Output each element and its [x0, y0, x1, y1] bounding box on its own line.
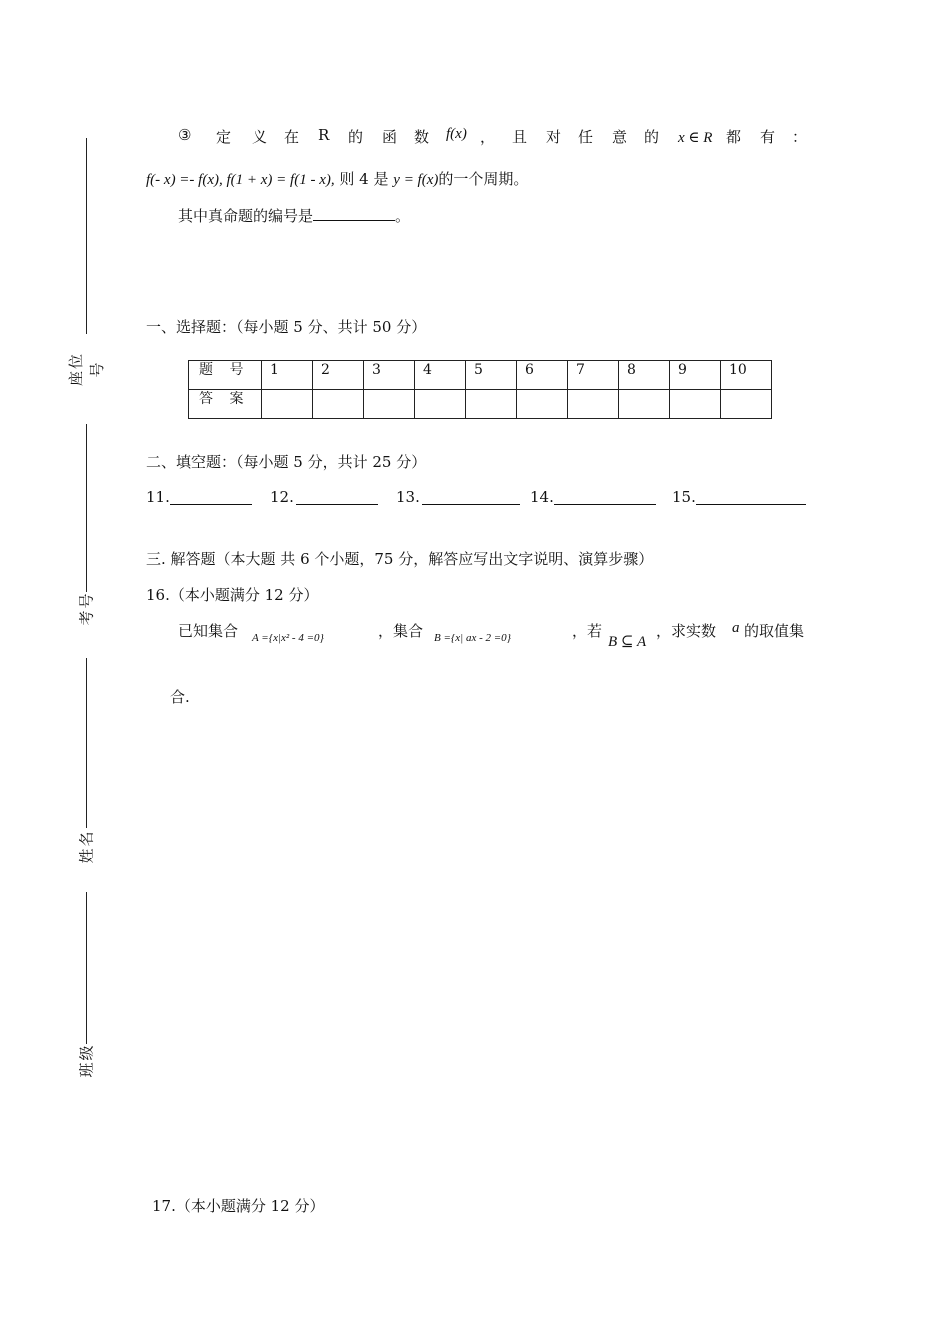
blank-12[interactable]: [296, 490, 378, 505]
true-prop-end: 。: [395, 207, 411, 225]
q16-text: ，若: [572, 622, 603, 640]
answer-cell[interactable]: [415, 390, 466, 419]
item3-marker: ③: [178, 126, 192, 144]
question-number: 9: [670, 361, 721, 390]
item3-char: 意: [612, 128, 628, 146]
item3-char: 在: [284, 128, 300, 146]
class-label: 班级: [77, 1043, 96, 1078]
q16-set-a: A ={x|x² - 4 =0}: [252, 632, 324, 644]
true-prop-text: 其中真命题的编号是: [178, 207, 314, 225]
item3-char: 义: [252, 128, 268, 146]
answer-cell[interactable]: [364, 390, 415, 419]
binding-line-4: [86, 892, 87, 1044]
blank-label: 12.: [270, 488, 294, 506]
answer-cell[interactable]: [670, 390, 721, 419]
blank-14[interactable]: [554, 490, 656, 505]
blank-label: 15.: [672, 488, 696, 506]
item3-char: 定: [216, 128, 232, 146]
blank-15[interactable]: [696, 490, 806, 505]
question-number: 1: [262, 361, 313, 390]
item3-char: 有: [760, 128, 776, 146]
answer-cell[interactable]: [466, 390, 517, 419]
section2-title: 二、填空题：（每小题 5 分，共计 25 分）: [146, 453, 427, 471]
q16-text: ，集合: [378, 622, 424, 640]
item3-math2: y = f(x): [393, 172, 439, 188]
binding-line-2: [86, 424, 87, 592]
question-number: 8: [619, 361, 670, 390]
answer-cell[interactable]: [619, 390, 670, 419]
answer-cell[interactable]: [568, 390, 619, 419]
q16-text: 已知集合: [178, 622, 239, 640]
item3-comma: ，: [480, 128, 496, 146]
item3-text2: 的一个周期。: [438, 170, 529, 188]
item3-fx: f(x): [446, 126, 467, 142]
binding-line-1: [86, 138, 87, 334]
answer-cell[interactable]: [517, 390, 568, 419]
binding-line-3: [86, 658, 87, 828]
q16-text: 的取值集: [744, 622, 805, 640]
q17-header: 17.（本小题满分 12 分）: [152, 1197, 325, 1215]
true-proposition-line: [178, 205, 410, 226]
question-number: 3: [364, 361, 415, 390]
question-number: 5: [466, 361, 517, 390]
item3-char: R: [318, 126, 330, 144]
item3-char: 的: [644, 128, 660, 146]
q16-var-a: a: [732, 620, 740, 636]
q16-continuation: 合.: [170, 688, 190, 706]
blank-label: 11.: [146, 488, 170, 506]
q16-header: 16.（本小题满分 12 分）: [146, 586, 319, 604]
item3-char: 函: [382, 128, 398, 146]
item3-char: ：: [792, 128, 808, 146]
item3-char: 数: [414, 128, 430, 146]
seat-label: 座位号: [67, 352, 106, 387]
q16-subset: B ⊆ A: [608, 634, 647, 650]
item3-char: 的: [348, 128, 364, 146]
item3-char: 都: [726, 128, 742, 146]
blank-13[interactable]: [422, 490, 520, 505]
blank-label: 14.: [530, 488, 554, 506]
item3-char: 对: [546, 128, 562, 146]
item3-x-in-r: x ∈ R: [678, 130, 713, 146]
section1-title: 一、选择题：（每小题 5 分、共计 50 分）: [146, 318, 427, 336]
blank-label: 13.: [396, 488, 420, 506]
question-number: 7: [568, 361, 619, 390]
row-header: 题 号: [189, 361, 262, 390]
item3-char: 且: [512, 128, 528, 146]
table-row: [189, 361, 772, 390]
question-number: 6: [517, 361, 568, 390]
item3-math: f(- x) =- f(x), f(1 + x) = f(1 - x),: [146, 172, 335, 188]
item3-line2: [146, 168, 528, 189]
item3-char: 任: [578, 128, 594, 146]
question-number: 10: [721, 361, 772, 390]
answer-cell[interactable]: [721, 390, 772, 419]
answer-cell[interactable]: [313, 390, 364, 419]
q16-text: ，求实数: [656, 622, 717, 640]
section3-title: 三. 解答题（本大题 共 6 个小题，75 分，解答应写出文字说明、演算步骤）: [146, 550, 654, 568]
name-label: 姓名: [77, 829, 96, 864]
item3-text: 则 4 是: [339, 170, 389, 188]
row-header: 答 案: [189, 390, 262, 419]
blank-11[interactable]: [170, 490, 252, 505]
question-number: 4: [415, 361, 466, 390]
answer-table: [188, 360, 772, 419]
true-prop-blank[interactable]: [313, 206, 395, 221]
answer-cell[interactable]: [262, 390, 313, 419]
table-row: [189, 390, 772, 419]
exam-no-label: 考号: [77, 591, 96, 626]
q16-set-b: B ={x| ax - 2 =0}: [434, 632, 512, 644]
question-number: 2: [313, 361, 364, 390]
